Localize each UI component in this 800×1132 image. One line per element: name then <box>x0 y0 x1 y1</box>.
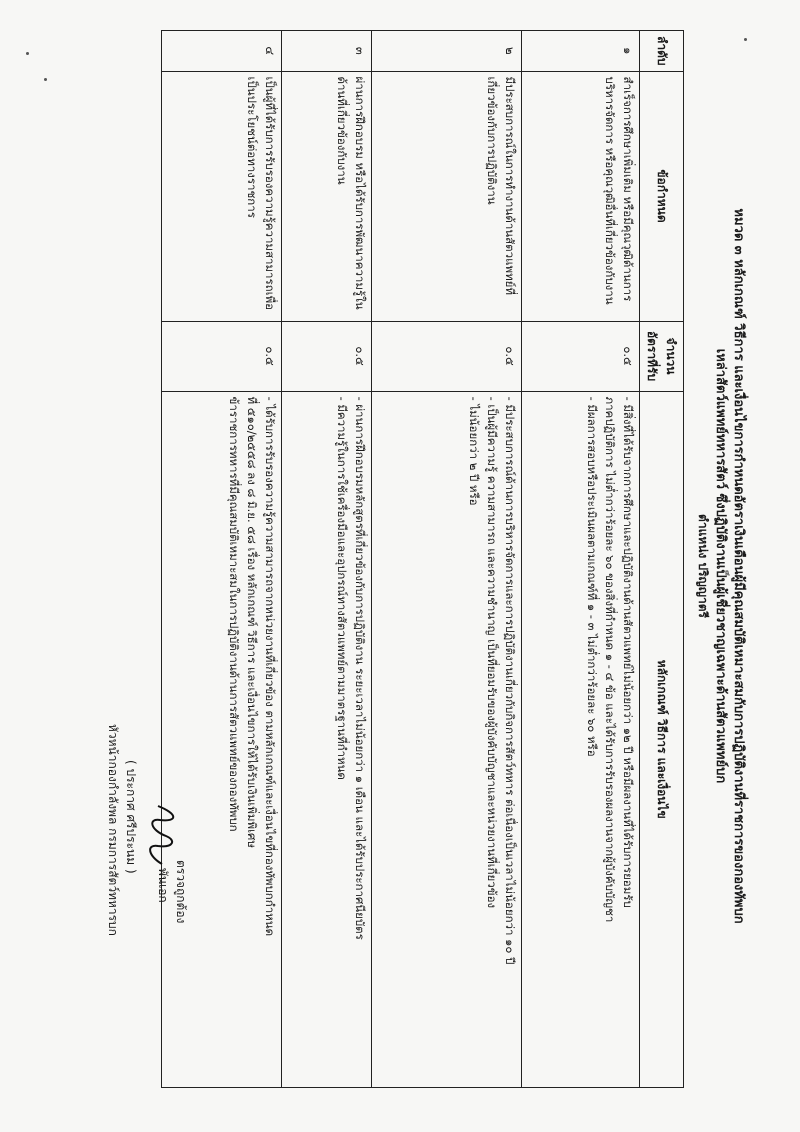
header-number: ลำดับ <box>639 31 683 72</box>
row-requirement: ผ่านการฝึกอบรม หรือได้รับการพัฒนาความรู้ในด้านที่เกี่ยวข้องกับงาน <box>281 71 371 321</box>
signature-position: หัวหน้ากองกำลังพล กรมการสัตว์ทหารบก <box>106 724 120 936</box>
criteria-line: ข้าราชการทหารที่มีคุณสมบัติเหมาะสมในการปฏิบัติงานด้านการสัตวแพทย์ของกองทัพบก <box>227 396 242 832</box>
row-requirement: เป็นผู้ที่ได้รับการรับรองความรู้ความสามารถเพื่อเป็นประโยชน์ต่อทางราชการ <box>161 71 281 321</box>
table-row <box>281 31 371 1088</box>
criteria-table <box>161 30 684 1088</box>
signature-rank: พันเอก <box>156 868 170 903</box>
row-number: ๒ <box>371 31 521 72</box>
document-heading-line-3: ตำแหน่ง ปริญญาตรี <box>696 514 710 618</box>
row-number: ๔ <box>161 31 281 72</box>
row-positions: ๐.๕ <box>371 321 521 391</box>
header-positions: จำนวนอัตราที่รับ <box>639 321 683 391</box>
signature-name: ( ประกาศ ศรีประนม ) <box>124 760 138 874</box>
row-requirement: มีประสบการณ์ในการทำงานด้านสัตวแพทย์ที่เกี่ยวข้องกับการปฏิบัติงาน <box>371 71 521 321</box>
scan-speck <box>26 52 29 55</box>
criteria-line: - ได้รับการรับรองความรู้ความสามารถจากหน่วยงานที่เกี่ยวข้อง ตามหลักเกณฑ์และเงื่อนไขที่กองทัพบกกำหนด <box>262 396 277 937</box>
criteria-line: - ผ่านการฝึกอบรมหลักสูตรที่เกี่ยวข้องกับการปฏิบัติงาน ระยะเวลาไม่น้อยกว่า ๑ เดือน และได้รับประกาศนียบัตร <box>352 396 367 940</box>
criteria-line: ภาคปฏิบัติการ ไม่ต่ำกว่าร้อยละ ๖๐ ของสิ่งที่กำหนด ๑ - ๔ ข้อ และได้รับการรับรองผลงานจากผู้บังคับบัญชา <box>603 396 617 923</box>
row-criteria <box>521 391 639 1087</box>
scan-speck <box>44 78 47 81</box>
row-requirement: สำเร็จการศึกษาเพิ่มเติม หรือมีคุณวุฒิด้านการบริหารจัดการ หรือคุณวุฒิอื่นที่เกี่ยวข้องกับงาน <box>521 71 639 321</box>
row-criteria <box>161 391 281 1087</box>
document-heading-line-2: เหล่าสัตว์แพทย์ทหารสัตว์ ซึ่งปฏิบัติงานเป็นผู้เชี่ยวชาญเฉพาะด้านสัตวแพทย์บก <box>713 348 728 784</box>
table-header-row <box>639 31 683 1088</box>
row-criteria <box>281 391 371 1087</box>
criteria-line: - เป็นผู้มีความรู้ ความสามารถ และความชำนาญ เป็นที่ยอมรับของผู้บังคับบัญชาและหน่วยงานที่เกี่ยวข้อง <box>485 396 499 909</box>
row-number: ๑ <box>521 31 639 72</box>
table-row <box>521 31 639 1088</box>
criteria-line: - มีสิ่งที่ได้รับจากการศึกษาและปฏิบัติงานด้านสัตวแพทย์ไม่น้อยกว่า ๑๒ ปี หรือมีผลงานที่ได้รับการยอมรับ <box>620 396 635 908</box>
header-requirement: ข้อกำหนด <box>639 71 683 321</box>
criteria-line: - มีประสบการณ์ด้านการบริหารจัดการและการปฏิบัติงานเกี่ยวกับกิจการสัตว์ทหาร ต่อเนื่องเป็นเวลาไม่น้อยกว่า ๑๐ ปี <box>502 396 517 965</box>
row-number: ๓ <box>281 31 371 72</box>
table-row <box>371 31 521 1088</box>
handwritten-signature-mark <box>138 800 188 870</box>
document-heading-line-1: หมวด ๓ หลักเกณฑ์ วิธีการ และเงื่อนไขการกำหนดอัตราเงินเดือนผู้มีคุณสมบัติเหมาะสมกับการปฏิบัติงานที่ราชการของกองทัพบก <box>731 208 746 924</box>
row-positions: ๐.๕ <box>281 321 371 391</box>
criteria-line: - ไม่น้อยกว่า ๒ ปี หรือ <box>467 396 482 506</box>
criteria-line: - มีความรู้ในการใช้เครื่องมือและอุปกรณ์ทางสัตวแพทย์ตามมาตรฐานที่กำหนด <box>335 396 349 780</box>
row-criteria <box>371 391 521 1087</box>
criteria-line: - มีผลการสอบหรือประเมินผลตามเกณฑ์ที่ ๑ - ๓ ไม่ต่ำกว่าร้อยละ ๖๐ หรือ <box>585 396 600 757</box>
scan-speck <box>744 38 747 41</box>
row-positions: ๐.๕ <box>161 321 281 391</box>
criteria-line: ที่ ๕๑๐/๒๕๕๘ ลง ๘ มิ.ย. ๕๘ เรื่อง หลักเกณฑ์ วิธีการ และเงื่อนไขการให้ได้รับเงินเพิ่มพิเศษ <box>245 396 259 848</box>
row-positions: ๐.๕ <box>521 321 639 391</box>
table-row <box>161 31 281 1088</box>
signature-certify-label: ตรวจถูกต้อง <box>174 860 188 924</box>
header-criteria: หลักเกณฑ์ วิธีการ และเงื่อนไข <box>639 391 683 1087</box>
